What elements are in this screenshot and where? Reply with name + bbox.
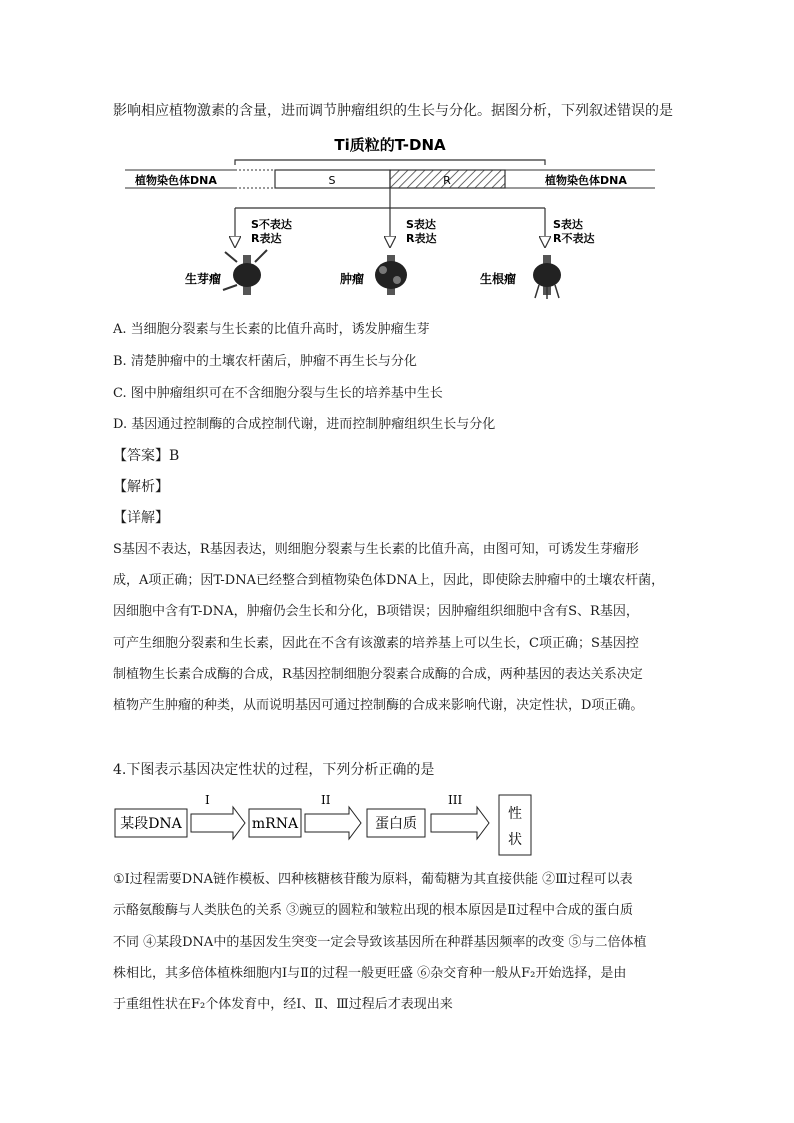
tumor-label-3: 生根瘤	[480, 272, 517, 286]
tumor-image	[375, 255, 407, 295]
option-d: D. 基因通过控制酶的合成控制代谢，进而控制肿瘤组织生长与分化	[113, 417, 496, 432]
option-c: C. 图中肿瘤组织可在不含细胞分裂与生长的培养基中生长	[113, 386, 443, 401]
intro-line: 影响相应植物激素的含量，进而调节肿瘤组织的生长与分化。据图分析，下列叙述错误的是	[113, 103, 673, 119]
plant-dna-label-left: 植物染色体DNA	[135, 174, 217, 187]
q4-statement-line-5: 于重组性状在F₂个体发育中，经Ⅰ、Ⅱ、Ⅲ过程后才表现出来	[113, 997, 453, 1012]
branch3-line1: S表达	[553, 218, 583, 231]
q4-stem: 4.下图表示基因决定性状的过程，下列分析正确的是	[113, 762, 435, 778]
explanation-line-6: 植物产生肿瘤的种类，从而说明基因可通过控制酶的合成来影响代谢，决定性状，D项正确。	[113, 698, 644, 713]
q4-statement-line-2: 示酪氨酸酶与人类肤色的关系 ③豌豆的圆粒和皱粒出现的根本原因是Ⅱ过程中合成的蛋白质	[113, 903, 633, 918]
s-label: S	[328, 174, 336, 187]
q4-statement-line-4: 株相比，其多倍体植株细胞内Ⅰ与Ⅱ的过程一般更旺盛 ⑥杂交育种一般从F₂开始选择，是由	[113, 966, 627, 981]
gene-trait-flow	[113, 792, 553, 860]
dna-box-label: 某段DNA	[120, 816, 182, 832]
q4-statement-line-3: 不同 ④某段DNA中的基因发生突变一定会导致该基因所在种群基因频率的改变 ⑤与二倍体植	[113, 935, 647, 950]
step-1-label: I	[205, 793, 210, 807]
protein-box-label: 蛋白质	[375, 816, 417, 832]
fig1-title: Ti质粒的T-DNA	[334, 136, 446, 154]
tumor-label-2: 肿瘤	[340, 272, 365, 286]
explanation-line-3: 因细胞中含有T-DNA，肿瘤仍会生长和分化，B项错误；因肿瘤组织细胞中含有S、R基因，	[113, 604, 639, 619]
r-label: R	[443, 174, 451, 187]
step-3-label: III	[448, 793, 463, 807]
branch3-line2: R不表达	[553, 232, 595, 245]
explanation-line-1: S基因不表达，R基因表达，则细胞分裂素与生长素的比值升高，由图可知，可诱发生芽瘤形	[113, 542, 639, 557]
shoot-tumor-image	[223, 250, 267, 295]
root-tumor-image	[533, 255, 561, 299]
t-dna-figure	[125, 130, 665, 300]
analysis-label: 【解析】	[113, 479, 169, 495]
branch2-line1: S表达	[406, 218, 436, 231]
mrna-box-label: mRNA	[251, 816, 299, 832]
arrow-step-3	[431, 807, 489, 839]
explanation-line-4: 可产生细胞分裂素和生长素，因此在不含有该激素的培养基上可以生长，C项正确；S基因控	[113, 636, 639, 651]
explanation-line-2: 成，A项正确；因T-DNA已经整合到植物染色体DNA上，因此，即使除去肿瘤中的土壤农杆菌，	[113, 573, 665, 588]
answer: 【答案】B	[113, 448, 180, 464]
detail-label: 【详解】	[113, 510, 169, 526]
branch2-line2: R表达	[406, 232, 437, 245]
branch1-line2: R表达	[251, 232, 282, 245]
option-b: B. 清楚肿瘤中的土壤农杆菌后，肿瘤不再生长与分化	[113, 354, 417, 369]
step-2-label: II	[321, 793, 331, 807]
arrow-step-1	[191, 807, 245, 839]
explanation-line-5: 制植物生长素合成酶的合成，R基因控制细胞分裂素合成酶的合成，两种基因的表达关系决定	[113, 667, 643, 682]
trait-box-label-2: 状	[508, 832, 522, 848]
q4-statement-line-1: ①Ⅰ过程需要DNA链作模板、四种核糖核苷酸为原料，葡萄糖为其直接供能 ②Ⅲ过程可以表	[113, 872, 633, 887]
option-a: A. 当细胞分裂素与生长素的比值升高时，诱发肿瘤生芽	[113, 322, 430, 337]
tumor-label-1: 生芽瘤	[185, 272, 222, 286]
branch1-line1: S不表达	[251, 218, 292, 231]
plant-dna-label-right: 植物染色体DNA	[545, 174, 627, 187]
trait-box-label-1: 性	[508, 806, 522, 822]
arrow-step-2	[305, 807, 361, 839]
t-dna-bracket	[235, 160, 545, 165]
